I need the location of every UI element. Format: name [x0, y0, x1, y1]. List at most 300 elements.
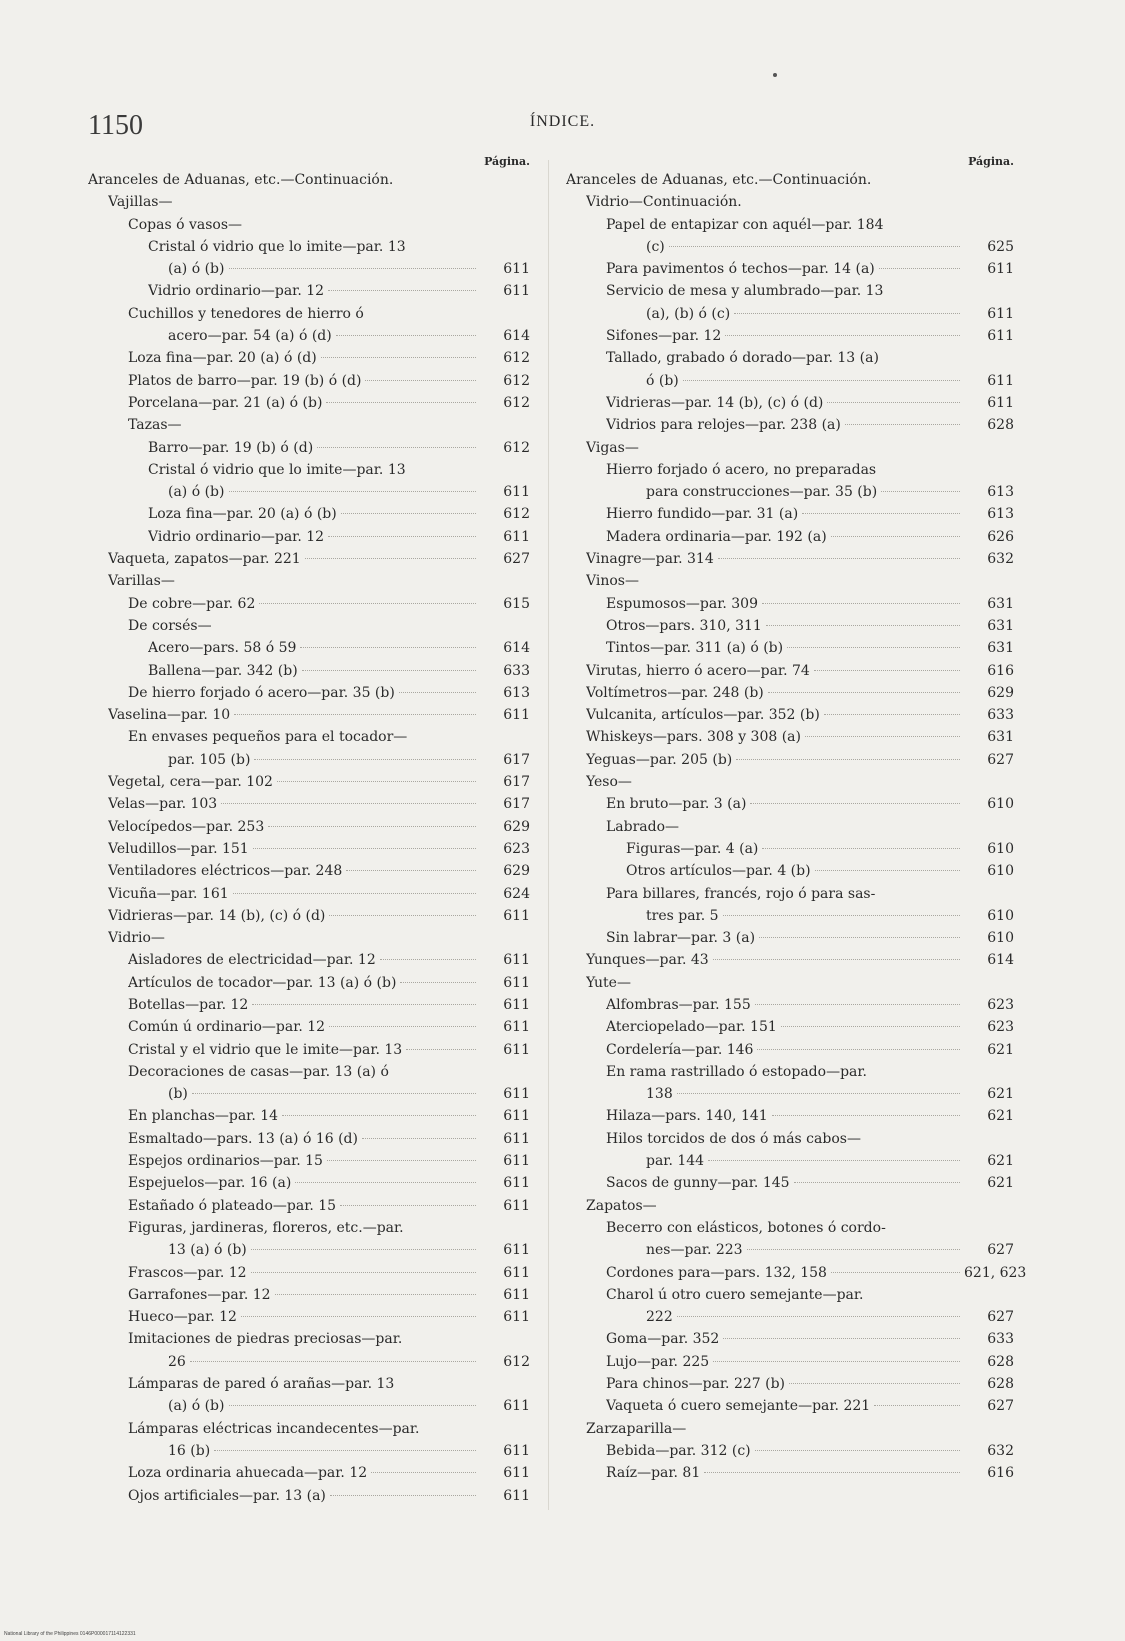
- index-entry: [566, 1217, 1014, 1239]
- entry-text: Bebida—par. 312 (c): [606, 1442, 751, 1459]
- index-entry: [88, 1217, 530, 1239]
- entry-text: Loza ordinaria ahuecada—par. 12: [128, 1465, 368, 1482]
- page-ref: 611: [503, 974, 530, 991]
- page-ref: 611: [987, 394, 1014, 411]
- entry-text: Vidrieras—par. 14 (b), (c) ó (d): [606, 394, 824, 411]
- page-ref: 628: [987, 1376, 1014, 1393]
- entry-text: Hilaza—pars. 140, 141: [606, 1108, 768, 1125]
- entry-text: Hierro forjado ó acero, no preparadas: [606, 461, 877, 478]
- dot-leader: [328, 290, 476, 291]
- page-ref: 611: [503, 1086, 530, 1103]
- entry-text: tres par. 5: [646, 907, 719, 924]
- entry-text: (a) ó (b): [168, 261, 225, 278]
- entry-text: par. 144: [646, 1153, 705, 1170]
- index-entry: [566, 771, 1014, 793]
- index-entry: [566, 459, 1014, 481]
- index-entry: [88, 347, 530, 369]
- dot-leader: [229, 491, 477, 492]
- entry-text: Cordones para—pars. 132, 158: [606, 1264, 827, 1281]
- index-entry: [566, 325, 1014, 347]
- dot-leader: [734, 313, 960, 314]
- entry-text: Sin labrar—par. 3 (a): [606, 930, 756, 947]
- entry-text: Espejuelos—par. 16 (a): [128, 1175, 292, 1192]
- dot-leader: [762, 603, 960, 604]
- index-entry: [88, 1150, 530, 1172]
- entry-text: Ventiladores eléctricos—par. 248: [108, 863, 343, 880]
- index-entry: [88, 1061, 530, 1083]
- index-entry: [88, 258, 530, 280]
- dot-leader: [362, 1138, 476, 1139]
- entry-text: Tintos—par. 311 (a) ó (b): [606, 640, 784, 657]
- page-ref: 611: [503, 283, 530, 300]
- index-entry: [88, 1485, 530, 1507]
- page-ref: 612: [503, 394, 530, 411]
- page-ref: 627: [987, 751, 1014, 768]
- entry-text: De cobre—par. 62: [128, 595, 256, 612]
- dot-leader: [772, 1115, 960, 1116]
- page-ref: 611: [503, 528, 530, 545]
- dot-leader: [736, 759, 960, 760]
- index-entry: [566, 1128, 1014, 1150]
- page-ref: 611: [503, 484, 530, 501]
- entry-text: Cristal y el vidrio que le imite—par. 13: [128, 1041, 403, 1058]
- index-entry: [566, 414, 1014, 436]
- page-ref: 621: [987, 1153, 1014, 1170]
- entry-text: Imitaciones de piedras preciosas—par.: [128, 1331, 403, 1348]
- dot-leader: [879, 268, 960, 269]
- dot-leader: [317, 447, 476, 448]
- page-ref: 612: [503, 439, 530, 456]
- dot-leader: [277, 781, 476, 782]
- entry-text: En bruto—par. 3 (a): [606, 796, 747, 813]
- entry-text: Cristal ó vidrio que lo imite—par. 13: [148, 238, 406, 255]
- index-entry: [88, 682, 530, 704]
- entry-text: De corsés—: [128, 617, 212, 634]
- page-ref: 616: [987, 1465, 1014, 1482]
- page-ref: 612: [503, 372, 530, 389]
- page-ref: 611: [503, 261, 530, 278]
- index-entry: [566, 280, 1014, 302]
- index-entry: [566, 905, 1014, 927]
- page-ref: 611: [987, 305, 1014, 322]
- index-entry: [566, 481, 1014, 503]
- dot-leader: [750, 803, 960, 804]
- pagina-label: Página.: [968, 155, 1014, 168]
- entry-text: Frascos—par. 12: [128, 1264, 247, 1281]
- dot-leader: [789, 1383, 960, 1384]
- index-entry: [566, 1395, 1014, 1417]
- ink-speck: [773, 73, 777, 77]
- index-entry: [88, 838, 530, 860]
- page-ref: 633: [503, 662, 530, 679]
- entry-text: Hilos torcidos de dos ó más cabos—: [606, 1130, 861, 1147]
- entry-text: Yute—: [586, 974, 631, 991]
- dot-leader: [762, 848, 960, 849]
- page-ref: 611: [503, 1286, 530, 1303]
- dot-leader: [669, 246, 960, 247]
- entry-text: (a), (b) ó (c): [646, 305, 731, 322]
- entry-text: Vaqueta, zapatos—par. 221: [108, 551, 301, 568]
- dot-leader: [814, 670, 960, 671]
- entry-text: Voltímetros—par. 248 (b): [586, 684, 764, 701]
- entry-text: En envases pequeños para el tocador—: [128, 729, 408, 746]
- page-ref: 611: [503, 1442, 530, 1459]
- index-entry: [88, 793, 530, 815]
- index-entry: [88, 1172, 530, 1194]
- entry-text: Raíz—par. 81: [606, 1465, 701, 1482]
- page-ref: 611: [503, 1175, 530, 1192]
- pagina-label: Página.: [484, 155, 530, 168]
- entry-text: Figuras—par. 4 (a): [626, 840, 759, 857]
- index-entry: [88, 860, 530, 882]
- entry-text: Porcelana—par. 21 (a) ó (b): [128, 394, 323, 411]
- entry-text: Vigas—: [586, 439, 639, 456]
- index-entry: [88, 1239, 530, 1261]
- index-entry: [88, 1083, 530, 1105]
- entry-text: Virutas, hierro ó acero—par. 74: [586, 662, 810, 679]
- entry-text: Servicio de mesa y alumbrado—par. 13: [606, 283, 884, 300]
- entry-text: Vidrio ordinario—par. 12: [148, 283, 325, 300]
- entry-text: Aranceles de Aduanas, etc.—Continuación.: [88, 172, 394, 188]
- entry-text: Copas ó vasos—: [128, 216, 243, 233]
- index-entry: [566, 191, 1014, 213]
- index-entry: [88, 1418, 530, 1440]
- entry-text: Sifones—par. 12: [606, 328, 722, 345]
- dot-leader: [766, 625, 960, 626]
- index-entry: [566, 392, 1014, 414]
- index-entry: [88, 1328, 530, 1350]
- dot-leader: [346, 870, 476, 871]
- entry-text: 222: [646, 1309, 673, 1326]
- dot-leader: [677, 1316, 960, 1317]
- index-entry: [566, 303, 1014, 325]
- index-entry: [566, 1373, 1014, 1395]
- page-ref: 611: [987, 261, 1014, 278]
- page-ref: 613: [503, 684, 530, 701]
- dot-leader: [827, 402, 960, 403]
- index-entry: [566, 972, 1014, 994]
- entry-text: Hueco—par. 12: [128, 1309, 237, 1326]
- page-ref: 623: [987, 996, 1014, 1013]
- entry-text: Para billares, francés, rojo ó para sas-: [606, 885, 876, 902]
- page-ref: 631: [987, 617, 1014, 634]
- index-entry: [88, 1016, 530, 1038]
- page-ref: 610: [987, 796, 1014, 813]
- index-entry: [88, 370, 530, 392]
- dot-leader: [755, 1004, 960, 1005]
- index-entry: [88, 1284, 530, 1306]
- entry-text: Aisladores de electricidad—par. 12: [128, 952, 376, 969]
- entry-text: (b): [168, 1086, 188, 1103]
- index-entry: [88, 637, 530, 659]
- dot-leader: [757, 1049, 960, 1050]
- entry-text: (a) ó (b): [168, 484, 225, 501]
- dot-leader: [708, 1160, 960, 1161]
- index-entry: [88, 214, 530, 236]
- dot-leader: [755, 1450, 960, 1451]
- index-entry: [566, 1016, 1014, 1038]
- page-ref: 611: [503, 1108, 530, 1125]
- index-entry: [566, 347, 1014, 369]
- entry-text: Veludillos—par. 151: [108, 840, 249, 857]
- entry-text: 16 (b): [168, 1442, 211, 1459]
- index-entry: [566, 994, 1014, 1016]
- entry-text: Espejos ordinarios—par. 15: [128, 1153, 323, 1170]
- entry-text: Vidrieras—par. 14 (b), (c) ó (d): [108, 907, 326, 924]
- page-ref: 613: [987, 484, 1014, 501]
- index-entry: [566, 1262, 1027, 1284]
- entry-text: Garrafones—par. 12: [128, 1286, 271, 1303]
- dot-leader: [874, 1405, 960, 1406]
- page-ref: 612: [503, 350, 530, 367]
- page-ref: 611: [503, 1309, 530, 1326]
- dot-leader: [683, 380, 960, 381]
- index-entry: [566, 1195, 1014, 1217]
- index-entry: [566, 927, 1014, 949]
- index-entry: [88, 771, 530, 793]
- dot-leader: [794, 1182, 960, 1183]
- dot-leader: [326, 402, 476, 403]
- entry-text: Cordelería—par. 146: [606, 1041, 754, 1058]
- index-entry: [566, 1328, 1014, 1350]
- page-ref: 631: [987, 729, 1014, 746]
- index-entry: [566, 503, 1014, 525]
- entry-text: Aranceles de Aduanas, etc.—Continuación.: [566, 172, 872, 188]
- entry-text: ó (b): [646, 372, 679, 389]
- index-entry: [566, 682, 1014, 704]
- page-ref: 611: [503, 707, 530, 724]
- dot-leader: [704, 1472, 960, 1473]
- index-entry: [566, 1061, 1014, 1083]
- index-entry: [566, 1284, 1014, 1306]
- dot-leader: [380, 959, 476, 960]
- page-ref: 633: [987, 1331, 1014, 1348]
- entry-text: Velas—par. 103: [108, 796, 218, 813]
- index-entry: [88, 169, 530, 191]
- entry-text: Goma—par. 352: [606, 1331, 720, 1348]
- index-entry: [88, 749, 530, 771]
- dot-leader: [241, 1316, 476, 1317]
- dot-leader: [336, 335, 476, 336]
- entry-text: Vidrio—: [108, 930, 165, 947]
- index-entry: [566, 1306, 1014, 1328]
- entry-text: Whiskeys—pars. 308 y 308 (a): [586, 729, 801, 746]
- index-entry: [88, 548, 530, 570]
- entry-text: Platos de barro—par. 19 (b) ó (d): [128, 372, 362, 389]
- page-ref: 621: [987, 1175, 1014, 1192]
- page-ref: 611: [503, 1465, 530, 1482]
- entry-text: Varillas—: [108, 573, 175, 590]
- page-ref: 632: [987, 551, 1014, 568]
- index-entry: [88, 615, 530, 637]
- entry-text: Ballena—par. 342 (b): [148, 662, 298, 679]
- dot-leader: [251, 1249, 476, 1250]
- page-ref: 614: [987, 952, 1014, 969]
- index-entry: [566, 1239, 1014, 1261]
- page-ref: 612: [503, 506, 530, 523]
- index-entry: [566, 860, 1014, 882]
- index-entry: [88, 660, 530, 682]
- page-ref: 615: [503, 595, 530, 612]
- dot-leader: [328, 536, 476, 537]
- dot-leader: [221, 803, 476, 804]
- index-entry: [88, 526, 530, 548]
- index-entry: [88, 1395, 530, 1417]
- index-entry: [566, 726, 1014, 748]
- index-entry: [88, 905, 530, 927]
- page-ref: 610: [987, 863, 1014, 880]
- index-entry: [566, 1462, 1014, 1484]
- dot-leader: [275, 1294, 476, 1295]
- dot-leader: [295, 1182, 476, 1183]
- page-ref: 629: [987, 684, 1014, 701]
- entry-text: Loza fina—par. 20 (a) ó (b): [148, 506, 337, 523]
- entry-text: 26: [168, 1353, 186, 1370]
- entry-text: Artículos de tocador—par. 13 (a) ó (b): [128, 974, 397, 991]
- index-entry: [88, 191, 530, 213]
- entry-text: Vegetal, cera—par. 102: [108, 774, 273, 791]
- entry-text: Espumosos—par. 309: [606, 595, 758, 612]
- index-entry: [566, 883, 1014, 905]
- page-ref: 627: [987, 1398, 1014, 1415]
- entry-text: Yeso—: [586, 774, 632, 791]
- dot-leader: [268, 826, 476, 827]
- entry-text: Vicuña—par. 161: [108, 885, 229, 902]
- dot-leader: [340, 1205, 476, 1206]
- page-ref: 632: [987, 1442, 1014, 1459]
- dot-leader: [713, 959, 960, 960]
- dot-leader: [365, 380, 476, 381]
- dot-leader: [881, 491, 960, 492]
- entry-text: par. 105 (b): [168, 751, 251, 768]
- index-entry: [566, 1418, 1014, 1440]
- page-ref: 625: [987, 238, 1014, 255]
- dot-leader: [305, 558, 476, 559]
- index-entry: [566, 570, 1014, 592]
- dot-leader: [815, 870, 960, 871]
- entry-text: Yunques—par. 43: [586, 952, 709, 969]
- index-entry: [566, 660, 1014, 682]
- dot-leader: [253, 848, 476, 849]
- entry-text: Vidrios para relojes—par. 238 (a): [606, 417, 841, 434]
- entry-text: Esmaltado—pars. 13 (a) ó 16 (d): [128, 1130, 358, 1147]
- dot-leader: [233, 893, 476, 894]
- entry-text: Cuchillos y tenedores de hierro ó: [128, 305, 364, 322]
- page-ref: 611: [503, 996, 530, 1013]
- index-entry: [566, 704, 1014, 726]
- page-ref: 623: [503, 840, 530, 857]
- index-entry: [566, 949, 1014, 971]
- index-entry: [566, 637, 1014, 659]
- index-entry: [88, 994, 530, 1016]
- page-ref: 628: [987, 1353, 1014, 1370]
- dot-leader: [713, 1361, 960, 1362]
- index-entry: [88, 503, 530, 525]
- index-entry: [566, 1039, 1014, 1061]
- entry-text: Para chinos—par. 227 (b): [606, 1376, 786, 1393]
- entry-text: Estañado ó plateado—par. 15: [128, 1197, 337, 1214]
- index-entry: [566, 593, 1014, 615]
- page-ref: 611: [503, 1398, 530, 1415]
- dot-leader: [787, 647, 960, 648]
- index-entry: [566, 1351, 1014, 1373]
- index-entry: [566, 1105, 1014, 1127]
- page-ref: 611: [503, 1487, 530, 1504]
- dot-leader: [300, 647, 476, 648]
- dot-leader: [371, 1472, 476, 1473]
- page-ref: 610: [987, 907, 1014, 924]
- page-ref: 633: [987, 707, 1014, 724]
- dot-leader: [341, 513, 476, 514]
- entry-text: Barro—par. 19 (b) ó (d): [148, 439, 314, 456]
- dot-leader: [282, 1115, 476, 1116]
- entry-text: Loza fina—par. 20 (a) ó (d): [128, 350, 317, 367]
- dot-leader: [321, 357, 476, 358]
- page-ref: 629: [503, 818, 530, 835]
- dot-leader: [805, 736, 960, 737]
- page-ref: 627: [987, 1309, 1014, 1326]
- entry-text: Vidrio ordinario—par. 12: [148, 528, 325, 545]
- page-ref: 617: [503, 751, 530, 768]
- dot-leader: [831, 536, 960, 537]
- entry-text: Charol ú otro cuero semejante—par.: [606, 1286, 864, 1303]
- entry-text: Labrado—: [606, 818, 680, 835]
- column-divider: [548, 160, 549, 1510]
- entry-text: Velocípedos—par. 253: [108, 818, 265, 835]
- entry-text: Alfombras—par. 155: [606, 996, 751, 1013]
- index-entry: [88, 1039, 530, 1061]
- entry-text: (c): [646, 238, 665, 255]
- entry-text: Madera ordinaria—par. 192 (a): [606, 528, 827, 545]
- entry-text: Botellas—par. 12: [128, 996, 249, 1013]
- dot-leader: [723, 915, 960, 916]
- page-ref: 627: [503, 551, 530, 568]
- page-ref: 611: [503, 1197, 530, 1214]
- entry-text: Vaqueta ó cuero semejante—par. 221: [606, 1398, 871, 1415]
- index-entry: [88, 816, 530, 838]
- index-entry: [88, 1373, 530, 1395]
- entry-text: Para pavimentos ó techos—par. 14 (a): [606, 261, 875, 278]
- index-entry: [566, 816, 1014, 838]
- index-entry: [566, 838, 1014, 860]
- right-entries: [566, 169, 1027, 1485]
- index-entry: [88, 972, 530, 994]
- entry-text: Vulcanita, artículos—par. 352 (b): [586, 707, 820, 724]
- page-ref: 614: [503, 328, 530, 345]
- entry-text: Tazas—: [128, 417, 182, 434]
- index-entry: [88, 883, 530, 905]
- index-entry: [88, 927, 530, 949]
- dot-leader: [399, 692, 476, 693]
- index-entry: [88, 437, 530, 459]
- dot-leader: [329, 915, 476, 916]
- entry-text: Tallado, grabado ó dorado—par. 13 (a): [606, 350, 879, 367]
- page-ref: 621: [987, 1108, 1014, 1125]
- dot-leader: [229, 268, 477, 269]
- page-ref: 611: [503, 907, 530, 924]
- running-head: ÍNDICE.: [529, 113, 596, 130]
- index-entry: [566, 169, 1014, 191]
- entry-text: Zarzaparilla—: [586, 1420, 687, 1437]
- index-entry: [88, 704, 530, 726]
- index-entry: [566, 1150, 1014, 1172]
- page-ref: 611: [987, 372, 1014, 389]
- dot-leader: [723, 1338, 960, 1339]
- entry-text: acero—par. 54 (a) ó (d): [168, 328, 332, 345]
- entry-text: Vajillas—: [108, 194, 173, 211]
- entry-text: Acero—pars. 58 ó 59: [148, 640, 297, 657]
- dot-leader: [781, 1026, 960, 1027]
